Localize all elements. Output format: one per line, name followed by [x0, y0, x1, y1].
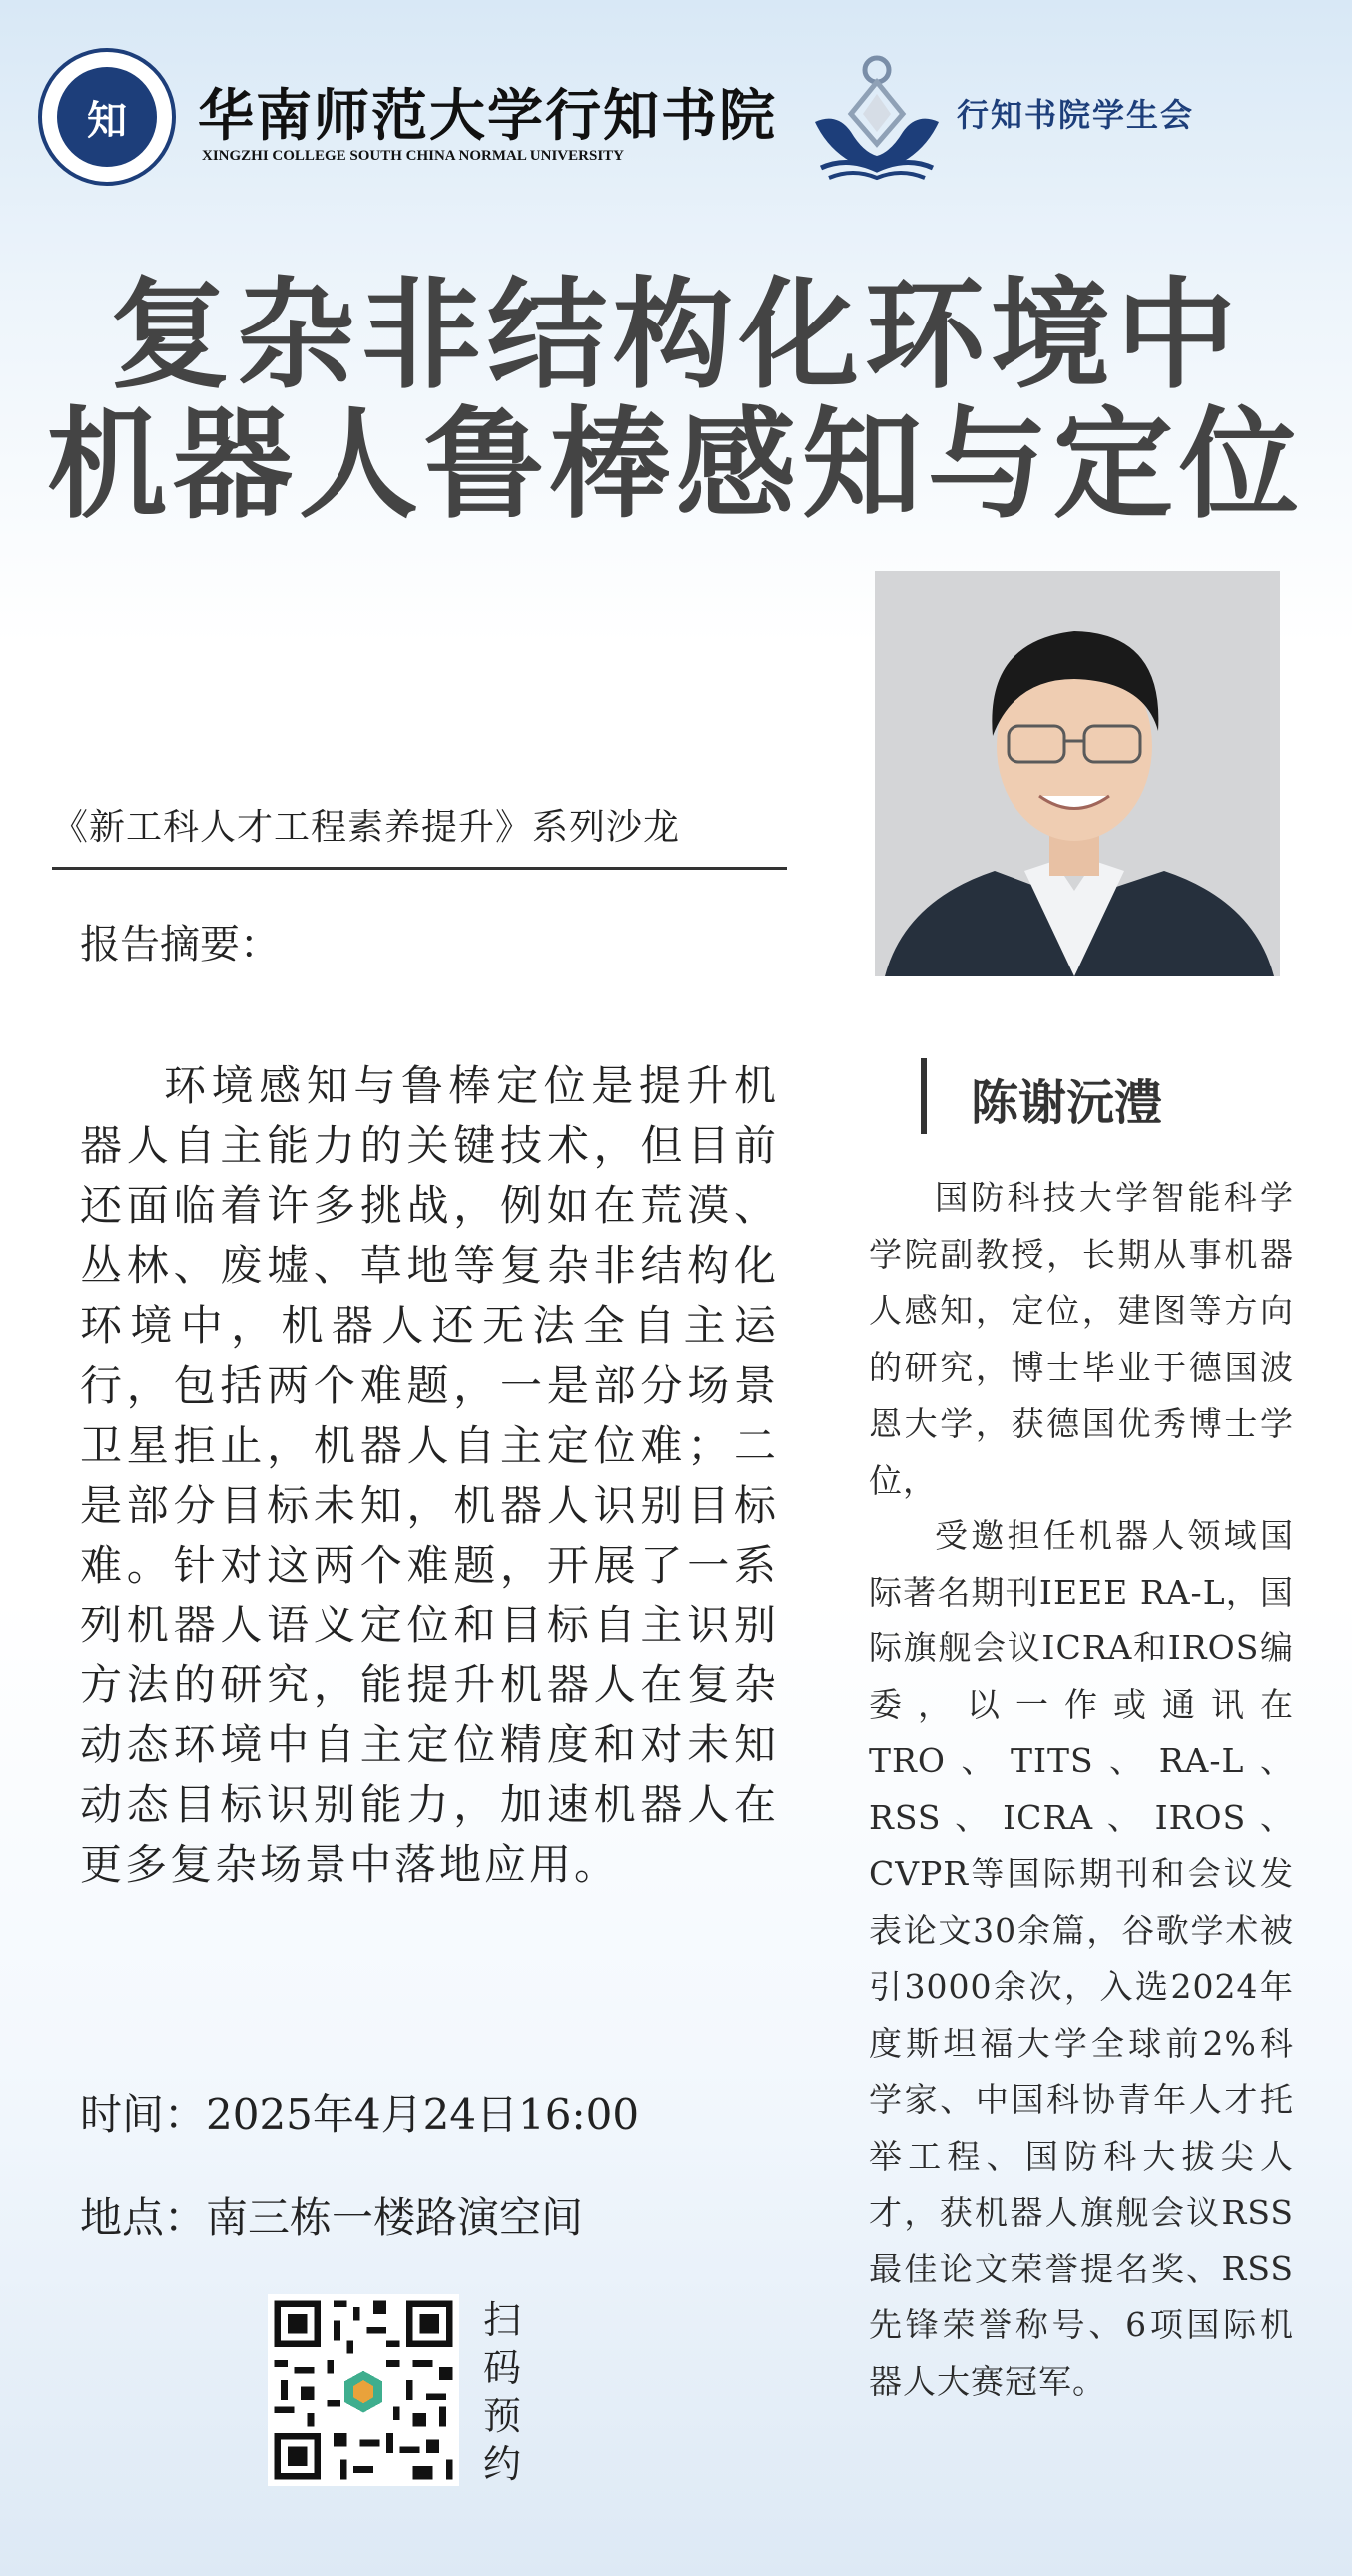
qr-code-icon[interactable]: [268, 2294, 459, 2486]
student-union-logo-icon: [807, 52, 947, 182]
speaker-name: 陈谢沅澧: [971, 1075, 1163, 1131]
series-name: 《新工科人才工程素养提升》系列沙龙: [52, 807, 681, 848]
abstract-body: 环境感知与鲁棒定位是提升机器人自主能力的关键技术，但目前还面临着许多挑战，例如在荒漠、丛林、废墟、草地等复杂非结构化环境中，机器人还无法全自主运行，包括两个难题，一是部分场景卫星拒止，机器人自主定位难；二是部分目标未知，机器人识别目标难。针对这两个难题，开展了一系列机器人语义定位和目标自主识别方法的研究，能提升机器人在复杂动态环境中自主定位精度和对未知动态目标识别能力，加速机器人在更多复杂场景中落地应用。: [80, 1061, 779, 1889]
speaker-photo: [875, 571, 1280, 976]
event-place: 地点：南三栋一楼路演空间: [80, 2193, 584, 2242]
series-divider: [52, 867, 787, 870]
college-name-cn: 华南师范大学行知书院: [198, 83, 777, 149]
qr-caption: 扫码预约: [483, 2298, 522, 2486]
event-time: 时间：2025年4月24日16:00: [80, 2090, 640, 2139]
student-union-name: 行知书院学生会: [957, 96, 1195, 134]
college-seal-icon: 知: [57, 67, 157, 167]
speaker-bio-paragraph-2: 受邀担任机器人领域国际著名期刊IEEE RA-L，国际旗舰会议ICRA和IROS编委，以一作或通讯在 TRO、TITS、RA-L、RSS、ICRA、IROS、CVPR等国际期刊和会议发表论文30余篇，谷歌学术被引3000余次，入选2024年度斯坦福大学全球前2%科学家、中国科协青年人才托举工程、国防科大拔尖人才，获机器人旗舰会议RSS最佳论文荣誉提名奖、RSS先锋荣誉称号、6项国际机器人大赛冠军。: [869, 1516, 1294, 2401]
college-logo: [38, 48, 176, 186]
poster-title-line-1: 复杂非结构化环境中: [110, 267, 1242, 405]
abstract-label: 报告摘要：: [80, 922, 280, 967]
poster-title-line-2: 机器人鲁棒感知与定位: [47, 396, 1305, 535]
speaker-name-bar: [921, 1058, 927, 1134]
college-name-en: XINGZHI COLLEGE SOUTH CHINA NORMAL UNIVERSITY: [202, 148, 624, 164]
speaker-bio-paragraph-1: 国防科技大学智能科学学院副教授，长期从事机器人感知，定位，建图等方向的研究，博士毕业于德国波恩大学，获德国优秀博士学位，: [869, 1178, 1294, 1500]
